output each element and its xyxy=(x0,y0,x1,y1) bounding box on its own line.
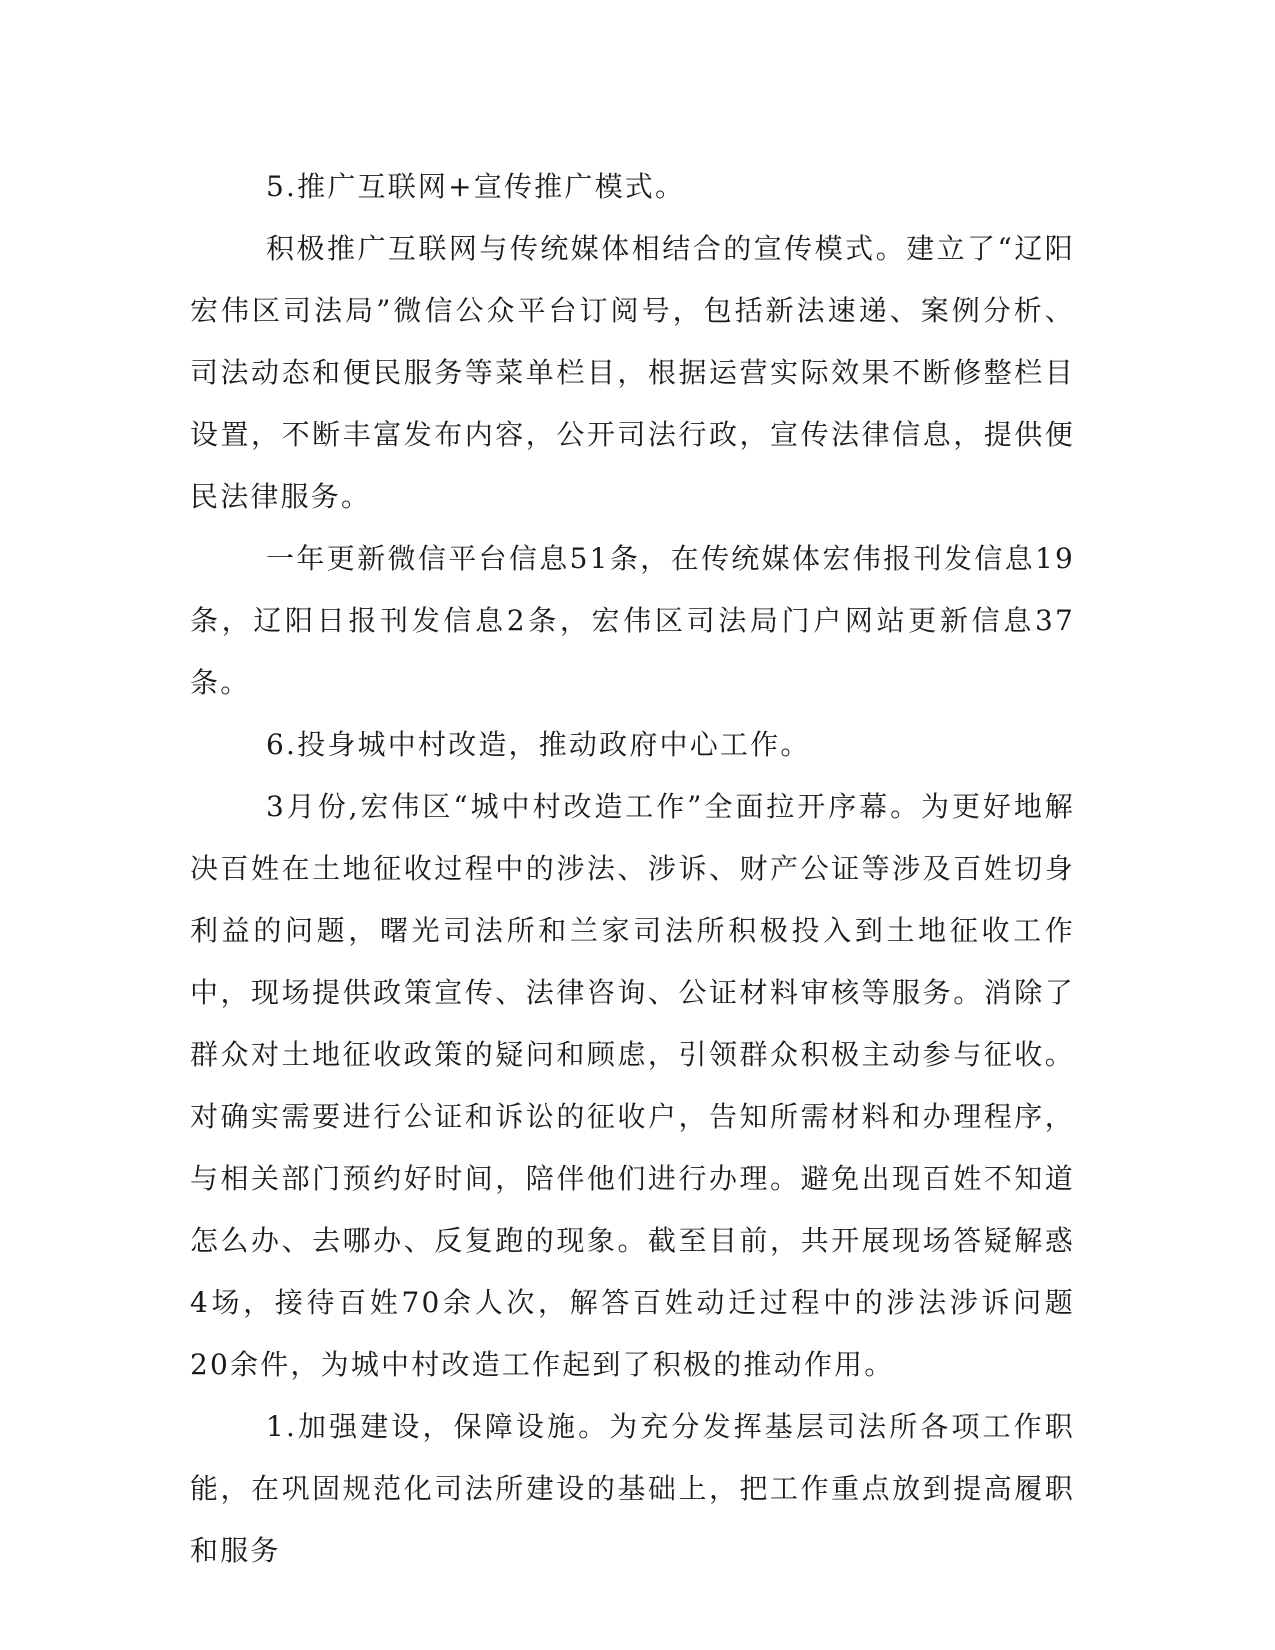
paragraph-heading-6: 6.投身城中村改造，推动政府中心工作。 xyxy=(266,728,811,761)
paragraph-update-stats: 一年更新微信平台信息51条，在传统媒体宏伟报刊发信息19条，辽阳日报刊发信息2条，宏伟区司法局门户网站更新信息37条。 xyxy=(190,542,1075,699)
document-body xyxy=(190,156,1075,1582)
paragraph-heading-1-construction: 1.加强建设，保障设施。为充分发挥基层司法所各项工作职能，在巩固规范化司法所建设的基础上，把工作重点放到提高履职和服务 xyxy=(190,1410,1075,1567)
paragraph-promotion-mode: 积极推广互联网与传统媒体相结合的宣传模式。建立了“辽阳宏伟区司法局”微信公众平台订阅号，包括新法速递、案例分析、司法动态和便民服务等菜单栏目，根据运营实际效果不断修整栏目设置，不断丰富发布内容，公开司法行政，宣传法律信息，提供便民法律服务。 xyxy=(190,232,1075,513)
paragraph-heading-5: 5.推广互联网+宣传推广模式。 xyxy=(266,170,686,203)
paragraph-village-renovation: 3月份,宏伟区“城中村改造工作”全面拉开序幕。为更好地解决百姓在土地征收过程中的涉法、涉诉、财产公证等涉及百姓切身利益的问题，曙光司法所和兰家司法所积极投入到土地征收工作中，现场提供政策宣传、法律咨询、公证材料审核等服务。消除了群众对土地征收政策的疑问和顾虑，引领群众积极主动参与征收。对确实需要进行公证和诉讼的征收户，告知所需材料和办理程序，与相关部门预约好时间，陪伴他们进行办理。避免出现百姓不知道怎么办、去哪办、反复跑的现象。截至目前，共开展现场答疑解惑4场，接待百姓70余人次，解答百姓动迁过程中的涉法涉诉问题20余件，为城中村改造工作起到了积极的推动作用。 xyxy=(190,790,1075,1381)
